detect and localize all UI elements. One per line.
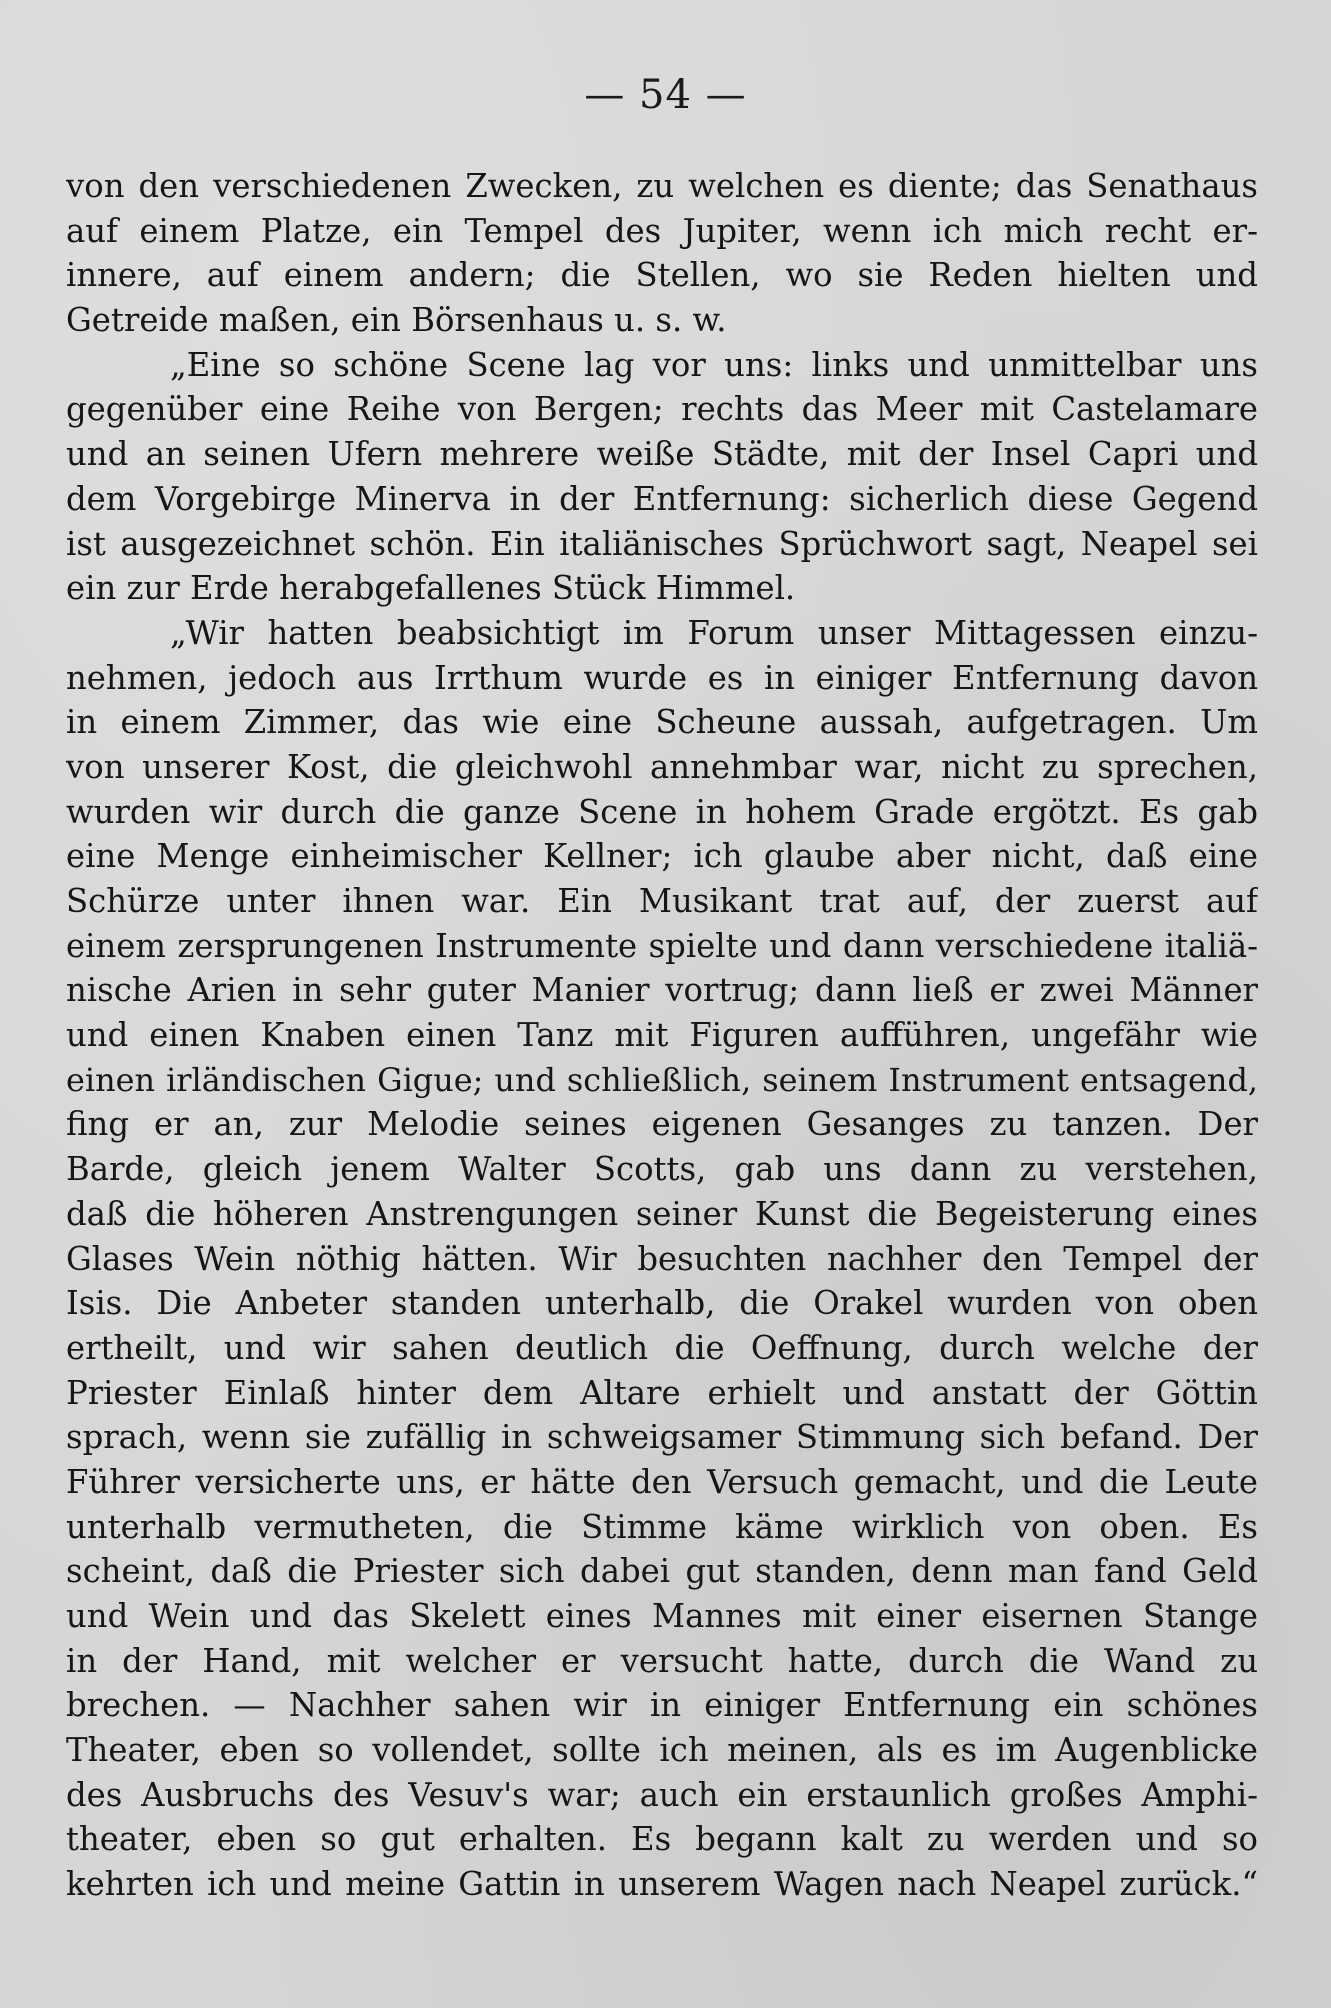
text-line: Getreide maßen, ein Börsenhaus u. s. w. [66, 301, 727, 340]
text-line: fing er an, zur Melodie seines eigenen Gesanges zu tanzen. Der [66, 1105, 1258, 1144]
text-line: Priester Einlaß hinter dem Altare erhielt und anstatt der Göttin [66, 1373, 1258, 1412]
text-line: von unserer Kost, die gleichwohl annehmbar war, nicht zu sprechen, [66, 747, 1258, 786]
text-line: innere, auf einem andern; die Stellen, wo sie Reden hielten und [66, 256, 1258, 295]
text-line: brechen. — Nachher sahen wir in einiger Entfernung ein schönes [66, 1686, 1258, 1725]
body-text [66, 164, 1258, 1907]
text-line: und Wein und das Skelett eines Mannes mit einer eisernen Stange [66, 1597, 1258, 1635]
text-line: theater, eben so gut erhalten. Es begann kalt zu werden und so [66, 1820, 1258, 1859]
text-line: und einen Knaben einen Tanz mit Figuren aufführen, ungefähr wie [66, 1016, 1258, 1055]
text-line: nehmen, jedoch aus Irrthum wurde es in einiger Entfernung davon [66, 658, 1258, 697]
text-line: von den verschiedenen Zwecken, zu welchen es diente; das Senathaus [66, 167, 1258, 205]
text-line: des Ausbruchs des Vesuv's war; auch ein erstaunlich großes Amphi- [66, 1775, 1258, 1814]
text-line: unterhalb vermutheten, die Stimme käme wirklich von oben. Es [66, 1507, 1258, 1546]
text-line: Glases Wein nöthig hätten. Wir besuchten nachher den Tempel der [66, 1239, 1258, 1278]
text-line: nische Arien in sehr guter Manier vortrug; dann ließ er zwei Männer [66, 971, 1258, 1010]
text-line: ertheilt, und wir sahen deutlich die Oeffnung, durch welche der [66, 1328, 1258, 1367]
text-line: ist ausgezeichnet schön. Ein italiänisches Sprüchwort sagt, Neapel sei [66, 524, 1258, 563]
text-line: Barde, gleich jenem Walter Scotts, gab uns dann zu verstehen, [66, 1150, 1258, 1189]
text-line: sprach, wenn sie zufällig in schweigsamer Stimmung sich befand. Der [66, 1418, 1258, 1457]
text-line: Isis. Die Anbeter standen unterhalb, die Orakel wurden von oben [66, 1284, 1258, 1323]
text-line: gegenüber eine Reihe von Bergen; rechts das Meer mit Castelamare [66, 390, 1258, 429]
text-line: „Wir hatten beabsichtigt im Forum unser Mittagessen einzu- [170, 613, 1258, 652]
text-line: auf einem Platze, ein Tempel des Jupiter, wenn ich mich recht er- [66, 211, 1258, 250]
page-number: — 54 — [584, 72, 747, 118]
text-line: einen irländischen Gigue; und schließlich, seinem Instrument entsagend, [66, 1060, 1258, 1099]
text-line: und an seinen Ufern mehrere weiße Städte, mit der Insel Capri und [66, 435, 1258, 474]
text-line: daß die höheren Anstrengungen seiner Kunst die Begeisterung eines [66, 1194, 1258, 1233]
text-line: scheint, daß die Priester sich dabei gut standen, denn man fand Geld [66, 1552, 1258, 1591]
text-line: Theater, eben so vollendet, sollte ich meinen, als es im Augenblicke [66, 1731, 1258, 1770]
text-line: kehrten ich und meine Gattin in unserem Wagen nach Neapel zurück.“ [66, 1865, 1258, 1904]
text-line: in der Hand, mit welcher er versucht hatte, durch die Wand zu [66, 1641, 1258, 1680]
text-line: einem zersprungenen Instrumente spielte und dann verschiedene italiä- [66, 926, 1258, 965]
text-line: „Eine so schöne Scene lag vor uns: links und unmittelbar uns [170, 345, 1258, 384]
text-line: wurden wir durch die ganze Scene in hohem Grade ergötzt. Es gab [66, 792, 1258, 831]
text-line: eine Menge einheimischer Kellner; ich glaube aber nicht, daß eine [66, 837, 1258, 876]
text-line: ein zur Erde herabgefallenes Stück Himmel. [66, 569, 796, 608]
text-line: Schürze unter ihnen war. Ein Musikant trat auf, der zuerst auf [66, 882, 1258, 920]
text-line: in einem Zimmer, das wie eine Scheune aussah, aufgetragen. Um [66, 703, 1258, 742]
text-line: Führer versicherte uns, er hätte den Versuch gemacht, und die Leute [66, 1462, 1258, 1501]
text-line: dem Vorgebirge Minerva in der Entfernung: sicherlich diese Gegend [66, 479, 1258, 518]
